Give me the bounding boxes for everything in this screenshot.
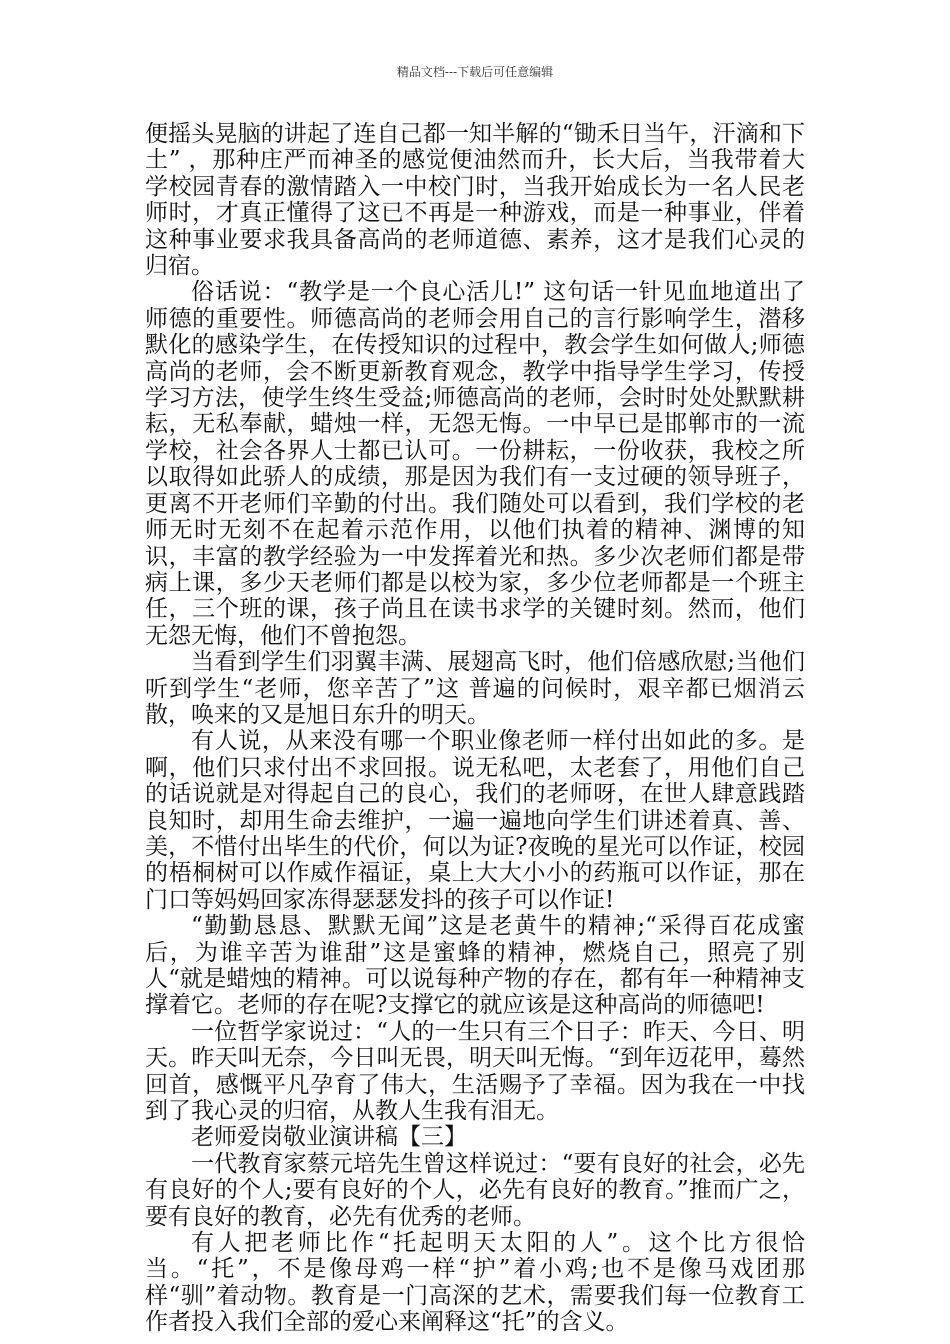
- paragraph-continuation: 便摇头晃脑的讲起了连自己都一知半解的“锄禾日当午，汗滴和下土” ，那种庄严而神圣的感觉便油然而升，长大后，当我带着大学校园青春的激情踏入一中校门时，当我开始成长为一名人民老师时，才真正懂得了这已不再是一种游戏，而是一种事业，伴着这种事业要求我具备高尚的老师道德、素养，这才是我们心灵的归宿。: [145, 121, 805, 280]
- paragraph-students-grow: 当看到学生们羽翼丰满、展翅高飞时，他们倍感欣慰;当他们听到学生“老师，您辛苦了”这 普遍的问候时，艰辛都已烟消云散，唤来的又是旭日东升的明天。: [145, 649, 805, 728]
- paragraph-sun-metaphor: 有人把老师比作“托起明天太阳的人”。这个比方很恰当。“托”，不是像母鸡一样“护”着小鸡;也不是像马戏团那样“驯”着动物。教育是一门高深的艺术，需要我们每一位教育工作者投入我们全部的爱心来阐释这“托”的含义。: [145, 1230, 805, 1336]
- paragraph-philosopher: 一位哲学家说过：“人的一生只有三个日子：昨天、今日、明天。昨天叫无奈，今日叫无畏，明天叫无悔。“到年迈花甲，蓦然回首，感慨平凡孕育了伟大，生活赐予了幸福。因为我在一中找到了我心灵的归宿，从教人生我有泪无。: [145, 1018, 805, 1125]
- paragraph-proverb: 俗话说：“教学是一个良心活儿!” 这句话一针见血地道出了师德的重要性。师德高尚的老师会用自己的言行影响学生，潜移默化的感染学生，在传授知识的过程中，教会学生如何做人;师德高尚的老师，会不断更新教育观念，教学中指导学生学习，传授学习方法，使学生终生受益;师德高尚的老师，会时时处处默默耕耘，无私奉献，蜡烛一样，无怨无悔。一中早已是邯郸市的一流学校，社会各界人士都已认可。一份耕耘，一份收获，我校之所以取得如此骄人的成绩，那是因为我们有一支过硬的领导班子，更离不开老师们辛勤的付出。我们随处可以看到，我们学校的老师无时无刻不在起着示范作用，以他们执着的精神、渊博的知识，丰富的教学经验为一中发挥着光和热。多少次老师们都是带病上课，多少天老师们都是以校为家，多少位老师都是一个班主任，三个班的课，孩子尚且在读书求学的关键时刻。然而，他们无怨无悔，他们不曾抱怨。: [145, 279, 805, 649]
- page-header: 精品文档---下载后可任意编辑: [396, 65, 554, 79]
- document-body: [145, 121, 805, 1336]
- paragraph-cai-yuanpei: 一代教育家蔡元培先生曾这样说过：“要有良好的社会，必先有良好的个人;要有良好的个人，必先有良好的教育。”推而广之，要有良好的教育，必先有优秀的老师。: [145, 1150, 805, 1230]
- paragraph-spirit: “勤勤恳恳、默默无闻”这是老黄牛的精神;“采得百花成蜜后，为谁辛苦为谁甜”这是蜜蜂的精神，燃烧自己，照亮了别人“就是蜡烛的精神。可以说每种产物的存在，都有年一种精神支撑着它。老师的存在呢?支撑它的就应该是这种高尚的师德吧!: [145, 913, 805, 1019]
- paragraph-selfless: 有人说，从来没有哪一个职业像老师一样付出如此的多。是啊，他们只求付出不求回报。说无私吧，太老套了，用他们自己的话说就是对得起自己的良心，我们的老师呀，在世人肆意践踏良知时，却用生命去维护，一遍一遍地向学生们讲述着真、善、美，不惜付出毕生的代价，何以为证?夜晚的星光可以作证，校园的梧桐树可以作威作福证，桌上大大小小的药瓶可以作证，那在门口等妈妈回家冻得瑟瑟发抖的孩子可以作证!: [145, 728, 805, 913]
- section-heading: 老师爱岗敬业演讲稿【三】: [191, 1124, 467, 1151]
